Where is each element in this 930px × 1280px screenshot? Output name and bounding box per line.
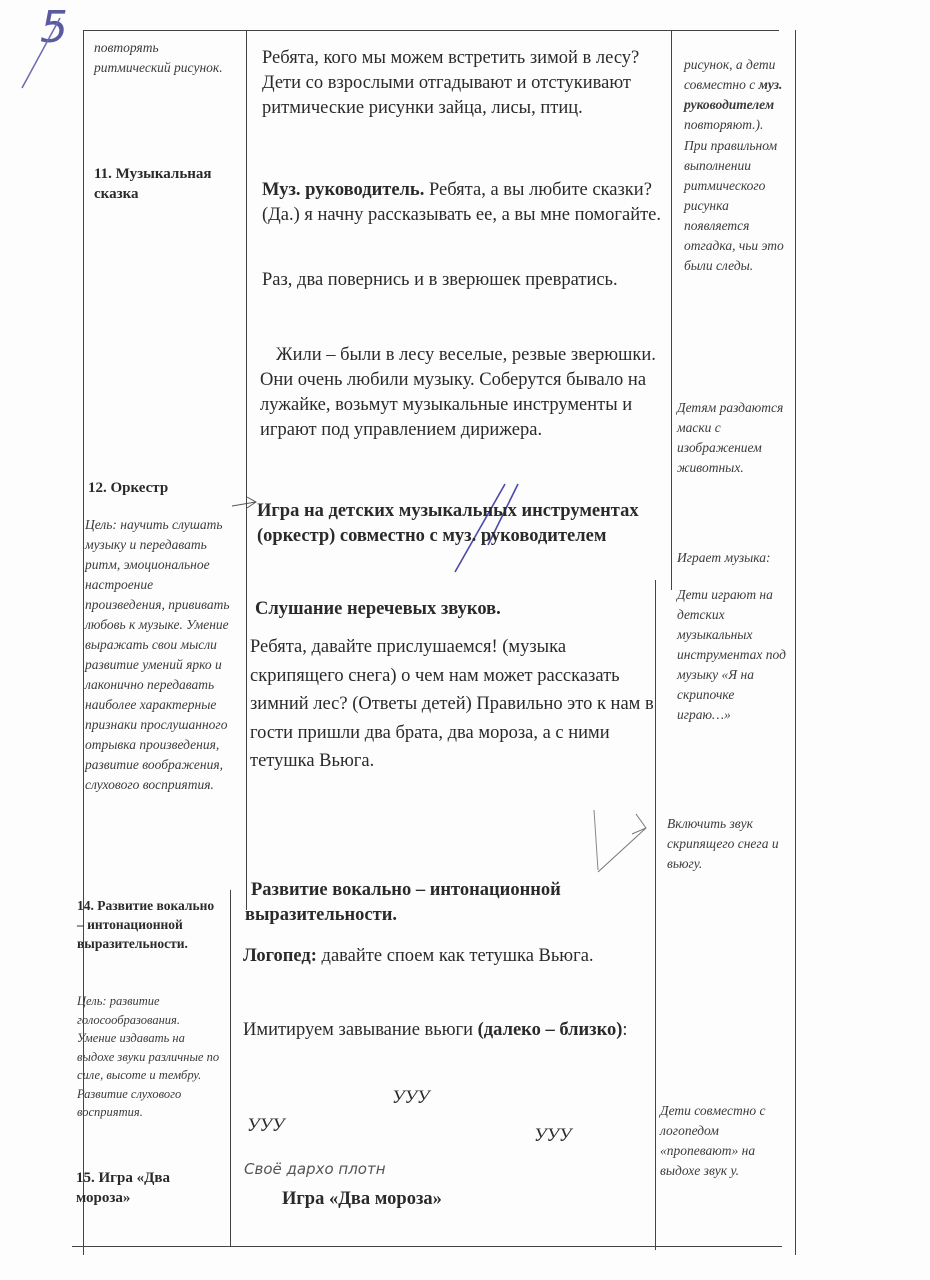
main-paragraph-2-text: Ребята, а вы любите сказки? (Да.) я начну рассказывать ее, а вы мне помогайте. [262,180,662,225]
right-note-7: Дети совместно с логопедом «пропевают» на выдохе звук у. [660,1103,766,1178]
section-11-heading: 11. Музыкальная сказка [94,166,212,202]
howl-sound-right: УУУ [534,1126,572,1146]
listening-heading: Слушание неречевых звуков. [255,599,501,619]
column-divider-1b [230,890,231,1246]
column-divider-2 [671,30,672,590]
right-note-1c: повторяют.). [684,117,764,132]
pen-scribble [594,810,598,870]
pen-stroke-top [22,18,60,88]
main-paragraph-2 [262,178,662,228]
column-divider-2b [655,580,656,1250]
table-top-border [83,30,779,31]
table-right-border [795,30,796,1255]
right-note-5: Дети играют на детских музыкальных инструментах под музыку «Я на скрипочке играю…» [677,587,786,722]
main-paragraph-1: Ребята, кого мы можем встретить зимой в лесу? Дети со взрослыми отгадывают и отстукивают ритмические рисунки зайца, лисы, птиц. [262,48,640,118]
main-paragraph-6-text: давайте споем как тетушка Вьюга. [316,946,594,966]
section-15-heading: 15. Игра «Два мороза» [76,1170,170,1206]
section-12-goal: Цель: научить слушать музыку и передавать ритм, эмоциональное настроение произведения, прививать любовь к музыке. Умение выражать свои мысли развитие умений ярко и лаконично передавать наиболее характерные признаки прослушанного отрывка произведения, развитие воображения, слухового восприятия. [85,517,230,792]
right-note-1a: рисунок, а дети совместно с [684,57,776,92]
main-paragraph-7-colon: : [622,1020,628,1040]
right-note-6: Включить звук скрипящего снега и вьюгу. [667,816,779,871]
right-note-1 [684,55,792,135]
main-paragraph-7 [243,1018,643,1043]
main-paragraph-4: Жили – были в лесу веселые, резвые зверюшки. Они очень любили музыку. Соберутся бывало на лужайке, возьмут музыкальные инструменты и играют под управлением дирижера. [260,345,656,440]
howl-sound-left: УУУ [247,1116,285,1136]
page-number-mark: 5 [40,2,68,53]
far-near-label: (далеко – близко) [477,1020,623,1040]
left-cell-continued: повторять ритмический рисунок. [94,40,223,75]
main-paragraph-3: Раз, два повернись и в зверюшек превратись. [262,270,618,290]
orchestra-heading: Игра на детских музыкальных инструментах (оркестр) совместно с муз. руководителем [257,501,639,546]
handwritten-note: Своё дархо плотн [244,1160,386,1178]
right-note-2: При правильном выполнении ритмического рисунка появляется отгадка, чьи это были следы. [684,138,784,273]
speaker-speech-therapist: Логопед: [243,946,317,966]
main-paragraph-7-text: Имитируем завывание вьюги [243,1020,478,1040]
right-note-1-bold: муз. руководителем [684,77,783,112]
pen-arrow-right [598,814,646,872]
right-note-3: Детям раздаются маски с изображением животных. [677,400,784,475]
vocal-heading: Развитие вокально – интонационной выразительности. [245,880,561,925]
right-note-4: Играет музыка: [677,550,771,565]
column-divider-1 [246,30,247,910]
section-14-goal: Цель: развитие голосообразования. Умение издавать на выдохе звуки различные по силе, высоте и тембру. Развитие слухового восприятия. [77,994,220,1119]
section-12-heading: 12. Оркестр [88,480,169,496]
section-14-heading: 14. Развитие вокально – интонационной выразительности. [77,898,215,951]
table-bottom-border [72,1246,782,1247]
main-paragraph-5: Ребята, давайте прислушаемся! (музыка скрипящего снега) о чем нам может рассказать зимний лес? (Ответы детей) Правильно это к нам в гости пришли два брата, два мороза, а с ними тетушка Вьюга. [250,637,654,771]
howl-sound-top: УУУ [392,1088,430,1108]
game-heading: Игра «Два мороза» [282,1189,442,1209]
speaker-music-director: Муз. руководитель. [262,180,425,200]
main-paragraph-6 [243,944,643,969]
pen-arrow [232,497,256,508]
